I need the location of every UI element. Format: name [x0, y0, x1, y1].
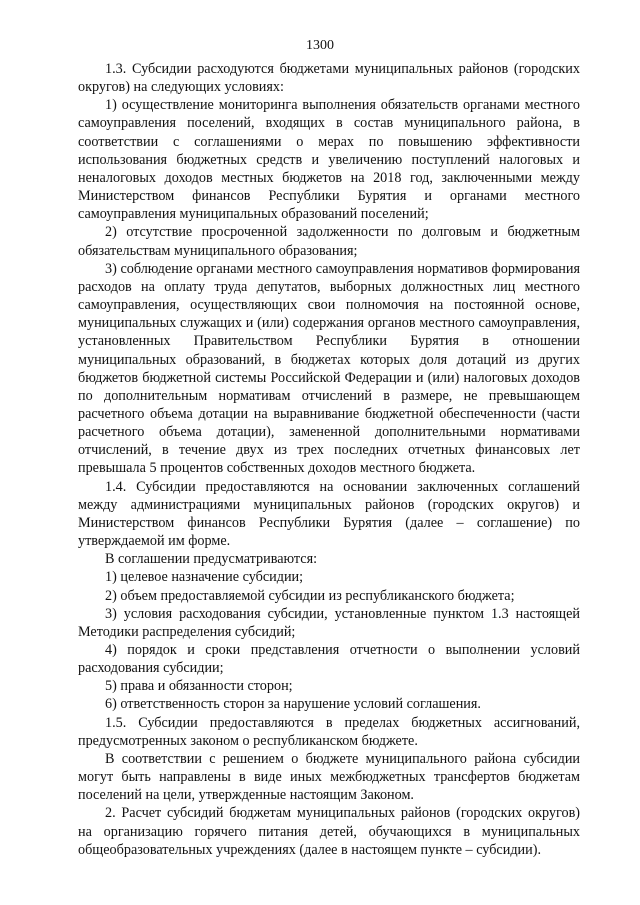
document-body [78, 60, 580, 859]
paragraph-1-4: 1.4. Субсидии предоставляются на основании заключенных соглашений между администрациями муниципальных районов (городских округов) и Министерством финансов Республики Бурятия (далее – соглашение) по утверждаемой им форме. [78, 478, 580, 550]
paragraph-condition-3: 3) соблюдение органами местного самоуправления нормативов формирования расходов на оплату труда депутатов, выборных должностных лиц местного самоуправления, осуществляющих свои полномочия на постоянной основе, муниципальных служащих и (или) содержания органов местного самоуправления, установленных Правительством Республики Бурятия в отношении муниципальных образований, в бюджетах которых доля дотаций из других бюджетов бюджетной системы Российской Федерации и (или) налоговых доходов по дополнительным нормативам отчислений в размере, не превышающем расчетного объема дотации на выравнивание бюджетной обеспеченности (части расчетного объема дотации), замененной дополнительными нормативами отчислений, в течение двух из трех последних отчетных финансовых лет превышала 5 процентов собственных доходов местного бюджета. [78, 260, 580, 477]
paragraph-condition-2: 2) отсутствие просроченной задолженности по долговым и бюджетным обязательствам муниципального образования; [78, 224, 580, 259]
paragraph-transfers: В соответствии с решением о бюджете муниципального района субсидии могут быть направлены в виде иных межбюджетных трансфертов бюджетам поселений на цели, утвержденные настоящим Законом. [78, 750, 580, 804]
paragraph-agreement-item-2: 2) объем предоставляемой субсидии из республиканского бюджета; [105, 587, 515, 604]
paragraph-1-5: 1.5. Субсидии предоставляются в пределах бюджетных ассигнований, предусмотренных законом о республиканском бюджете. [78, 714, 580, 749]
paragraph-agreement-item-6: 6) ответственность сторон за нарушение условий соглашения. [105, 696, 481, 713]
paragraph-agreement-intro: В соглашении предусматриваются: [105, 551, 318, 568]
paragraph-condition-1: 1) осуществление мониторинга выполнения обязательств органами местного самоуправления поселений, входящих в состав муниципального района, в соответствии с соглашениями о мерах по повышению эффективности использования бюджетных средств и увеличению поступлений налоговых и неналоговых доходов местных бюджетов на 2018 год, заключенными между Министерством финансов Республики Бурятия и органами местного самоуправления муниципальных образований поселений; [78, 97, 580, 223]
paragraph-1-3: 1.3. Субсидии расходуются бюджетами муниципальных районов (городских округов) на следующих условиях: [78, 61, 580, 96]
paragraph-agreement-item-5: 5) права и обязанности сторон; [105, 678, 293, 695]
paragraph-2: 2. Расчет субсидий бюджетам муниципальных районов (городских округов) на организацию горячего питания детей, обучающихся в муниципальных общеобразовательных учреждениях (далее в настоящем пункте – субсидии). [78, 805, 580, 858]
paragraph-agreement-item-4: 4) порядок и сроки представления отчетности о выполнении условий расходования субсидии; [78, 642, 580, 677]
page-number: 1300 [306, 38, 334, 53]
paragraph-agreement-item-1: 1) целевое назначение субсидии; [105, 569, 304, 586]
paragraph-agreement-item-3: 3) условия расходования субсидии, установленные пунктом 1.3 настоящей Методики распределения субсидий; [78, 605, 580, 640]
